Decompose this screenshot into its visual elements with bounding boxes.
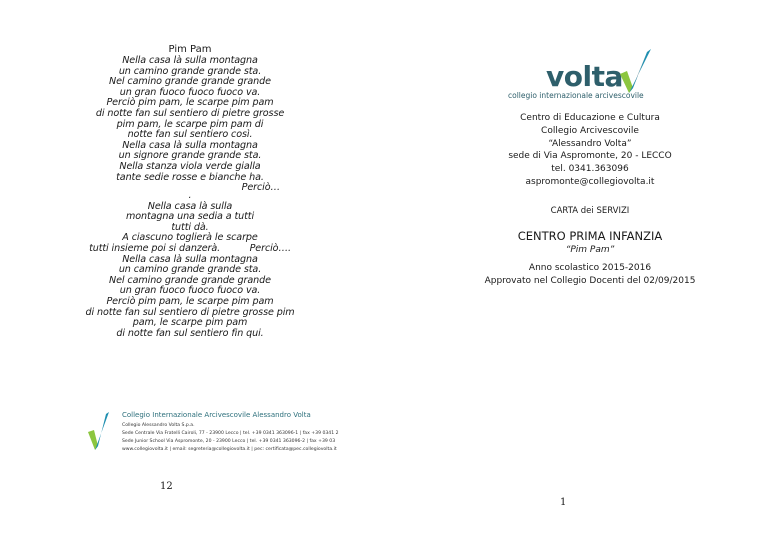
carta-dei-servizi-label: CARTA dei SERVIZI	[550, 206, 630, 216]
poem-line: montagna una sedia a tutti	[125, 211, 255, 223]
document-subtitle: “Pim Pam”	[565, 245, 615, 255]
address-line: “Alessandro Volta”	[548, 138, 632, 149]
volta-check-logo-icon	[86, 410, 110, 452]
poem-line: Nella stanza viola verde gialla	[119, 160, 261, 172]
poem-line: notte fan sul sentiero così.	[127, 129, 253, 141]
address-line: Collegio Arcivescovile	[541, 125, 639, 136]
address-line: Centro di Educazione e Cultura	[520, 113, 660, 123]
brand-subtitle: collegio internazionale arcivescovile	[508, 91, 644, 100]
poem-line: Nella casa là sulla montagna	[122, 55, 258, 66]
footer-line: Collegio Alessandro Volta S.p.a.	[122, 423, 195, 428]
footer-line: Sede Junior School Via Aspromonte, 20 - 23900 Lecco | tel. +39 0341 363096-2 | fax +39 03	[122, 439, 336, 444]
poem-stanza-2	[80, 191, 300, 339]
address-block	[470, 112, 710, 189]
footer-letterhead	[122, 411, 358, 454]
poem-line: un camino grande grande sta.	[118, 264, 262, 276]
brand-logo	[546, 60, 623, 93]
page-number-left: 12	[160, 481, 173, 492]
poem-line: un gran fuoco fuoco fuoco va.	[119, 285, 261, 297]
poem-line: Nel camino grande grande grande	[109, 274, 271, 286]
page-number-right: 1	[560, 497, 567, 508]
address-line: tel. 0341.363096	[551, 164, 629, 175]
footer-title: Collegio Internazionale Arcivescovile Alessandro Volta	[122, 411, 311, 419]
document-title: CENTRO PRIMA INFANZIA	[517, 229, 663, 243]
poem-line: pim pam, le scarpe pim pam di	[116, 118, 264, 130]
poem-line: di notte fan sul sentiero di pietre grosse	[95, 107, 285, 119]
poem-line: Nella casa là sulla	[147, 200, 233, 212]
poem-stanza-1	[80, 56, 300, 194]
poem-line: un signore grande grande sta.	[118, 150, 262, 162]
poem-line: tante sedie rosse e bianche ha.	[116, 171, 264, 183]
poem-line: Perciò…	[241, 182, 280, 194]
poem-line: Nella casa là sulla montagna	[122, 253, 258, 265]
school-year-line: Anno scolastico 2015-2016	[528, 263, 652, 273]
poem-line: di notte fan sul sentiero di pietre grosse pim	[85, 306, 295, 318]
poem-line: tutti dà.	[171, 221, 209, 233]
poem-title: Pim Pam	[168, 44, 212, 55]
approval-line: Approvato nel Collegio Docenti del 02/09/2015	[484, 275, 696, 286]
footer-line: Sede Centrale Via Fratelli Cairoli, 77 - 23900 Lecco | tel. +39 0341 363096-1 | fax +39 0341 2	[122, 431, 339, 436]
poem-line: tutti insieme poi si danzerà. Perciò….	[89, 242, 291, 254]
poem-line: .	[188, 190, 192, 201]
poem-line: di notte fan sul sentiero fin qui.	[116, 327, 264, 339]
email-line: aspromonte@collegiovolta.it	[525, 176, 655, 187]
poem-line: pam, le scarpe pim pam	[132, 317, 248, 329]
address-line: sede di Via Aspromonte, 20 - LECCO	[508, 151, 672, 162]
school-year-block	[470, 262, 710, 288]
poem-line: Nel camino grande grande grande	[109, 76, 271, 88]
footer-line: www.collegiovolta.it | email: segreteria@collegiovolta.it | pec: certificata@pec.collegiovolta.it	[122, 447, 337, 452]
poem-line: Perciò pim pam, le scarpe pim pam	[106, 97, 274, 109]
poem-line: A ciascuno toglierà le scarpe	[122, 232, 258, 244]
volta-check-mark-icon	[618, 48, 652, 94]
poem-line: Perciò pim pam, le scarpe pim pam	[106, 295, 274, 307]
poem-line: un gran fuoco fuoco fuoco va.	[119, 86, 261, 98]
poem-line: Nella casa là sulla montagna	[122, 139, 258, 151]
poem-line: un camino grande grande sta.	[118, 65, 262, 77]
brand-wordmark: volta	[546, 60, 623, 93]
